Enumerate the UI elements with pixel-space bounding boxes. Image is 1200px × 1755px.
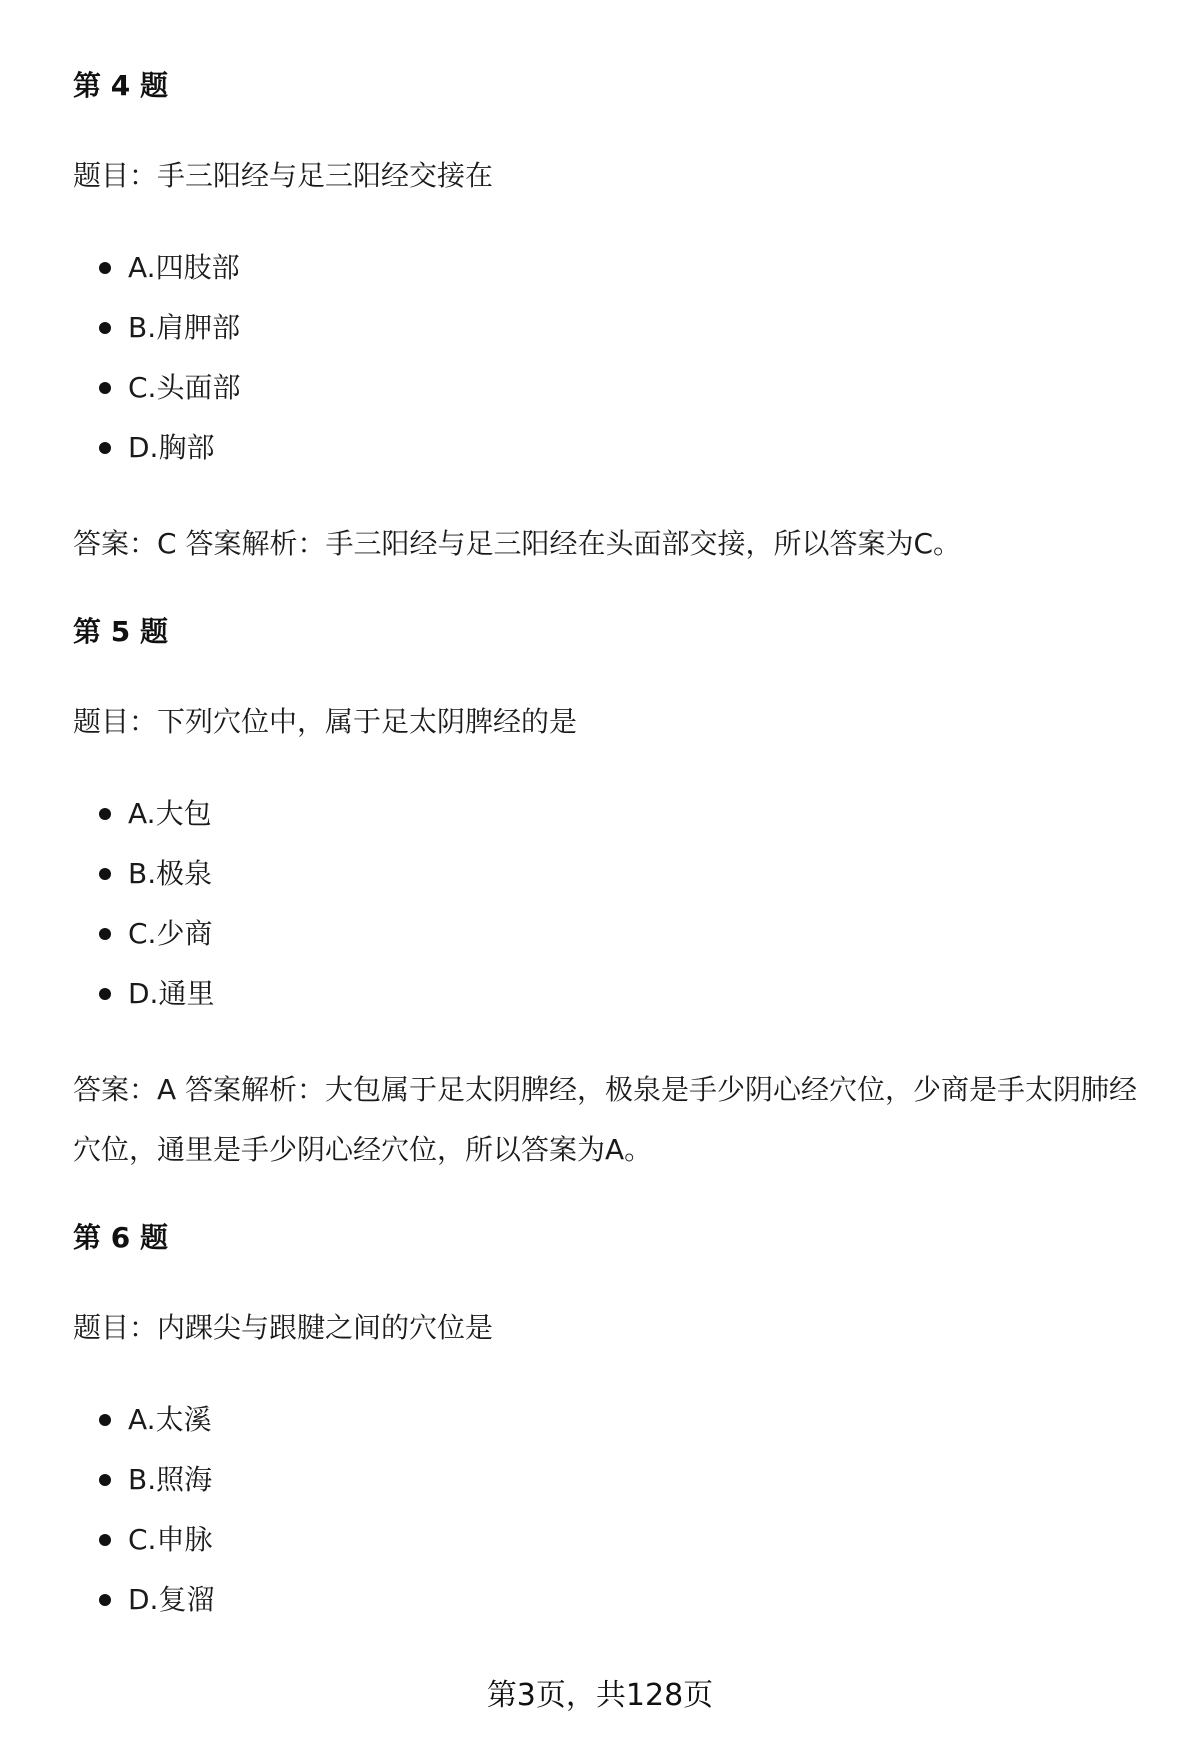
option-text: B.肩胛部 <box>128 311 241 344</box>
question-stem: 题目：内踝尖与跟腱之间的穴位是 <box>73 1311 494 1344</box>
document-body <box>73 62 1163 1666</box>
question-5 <box>73 608 1163 1180</box>
option-item <box>73 784 1163 844</box>
option-item <box>73 1510 1163 1570</box>
bullet-icon <box>99 382 111 394</box>
answer-explanation: 答案：A 答案解析：大包属于足太阴脾经，极泉是手少阴心经穴位，少商是手太阴肺经穴位，通里是手少阴心经穴位，所以答案为A。 <box>73 1073 1138 1166</box>
page-number: 第3页，共128页 <box>486 1678 714 1713</box>
bullet-icon <box>99 1534 111 1546</box>
bullet-icon <box>99 928 111 940</box>
option-item <box>73 238 1163 298</box>
option-item <box>73 844 1163 904</box>
question-heading: 第 5 题 <box>73 615 168 648</box>
option-list <box>73 238 1163 478</box>
option-text: D.胸部 <box>128 431 215 464</box>
question-stem: 题目：下列穴位中，属于足太阴脾经的是 <box>73 705 578 738</box>
question-4 <box>73 62 1163 574</box>
option-item <box>73 298 1163 358</box>
option-text: C.头面部 <box>128 371 241 404</box>
option-list <box>73 784 1163 1024</box>
option-text: B.极泉 <box>128 857 213 890</box>
question-heading: 第 4 题 <box>73 69 168 102</box>
option-text: D.通里 <box>128 977 215 1010</box>
bullet-icon <box>99 1474 111 1486</box>
bullet-icon <box>99 1414 111 1426</box>
option-text: A.太溪 <box>128 1403 212 1436</box>
option-text: A.四肢部 <box>128 251 240 284</box>
option-item <box>73 1450 1163 1510</box>
bullet-icon <box>99 868 111 880</box>
option-text: B.照海 <box>128 1463 213 1496</box>
option-text: A.大包 <box>128 797 212 830</box>
option-text: C.少商 <box>128 917 213 950</box>
answer-explanation: 答案：C 答案解析：手三阳经与足三阳经在头面部交接，所以答案为C。 <box>73 527 962 560</box>
question-stem: 题目：手三阳经与足三阳经交接在 <box>73 159 494 192</box>
option-item <box>73 964 1163 1024</box>
bullet-icon <box>99 322 111 334</box>
question-heading: 第 6 题 <box>73 1221 168 1254</box>
option-text: D.复溜 <box>128 1583 215 1616</box>
question-6 <box>73 1214 1163 1630</box>
option-item <box>73 1570 1163 1630</box>
bullet-icon <box>99 442 111 454</box>
option-item <box>73 1390 1163 1450</box>
option-item <box>73 904 1163 964</box>
option-list <box>73 1390 1163 1630</box>
bullet-icon <box>99 808 111 820</box>
option-text: C.申脉 <box>128 1523 213 1556</box>
option-item <box>73 418 1163 478</box>
bullet-icon <box>99 262 111 274</box>
option-item <box>73 358 1163 418</box>
bullet-icon <box>99 988 111 1000</box>
bullet-icon <box>99 1594 111 1606</box>
